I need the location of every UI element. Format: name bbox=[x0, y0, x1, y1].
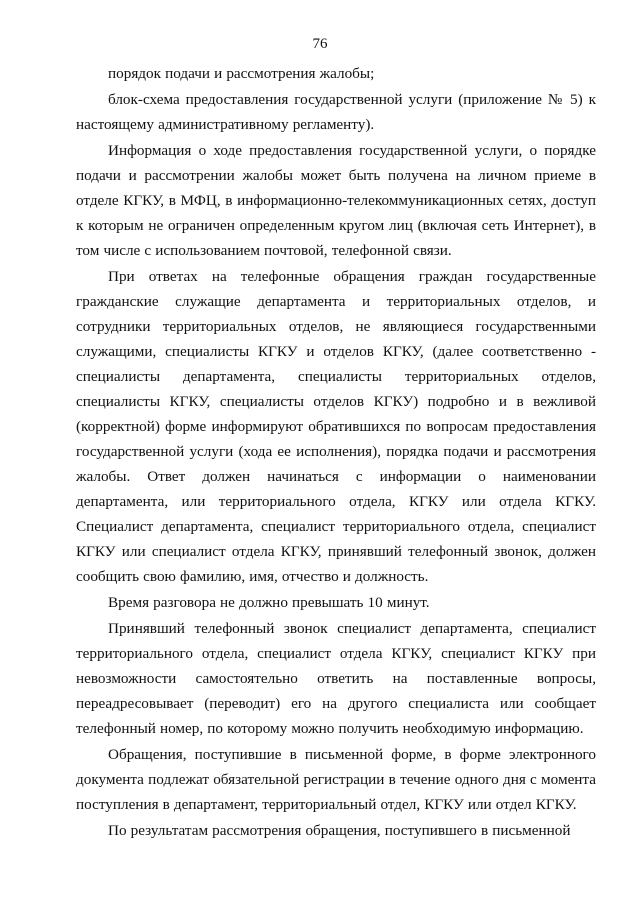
paragraph-call-duration: Время разговора не должно превышать 10 минут. bbox=[108, 594, 430, 611]
paragraph-review-results: По результатам рассмотрения обращения, поступившего в письменной bbox=[108, 822, 571, 839]
paragraph-written-requests: Обращения, поступившие в письменной форме, в форме электронного документа подлежат обязательной регистрации в течение одного дня с момента поступления в департамент, территориальный отдел, КГКУ или отдел КГКУ. bbox=[76, 746, 596, 813]
document-body bbox=[76, 61, 596, 844]
paragraph-complaint-procedure: порядок подачи и рассмотрения жалобы; bbox=[108, 65, 375, 82]
paragraph-phone-inquiries: При ответах на телефонные обращения граждан государственные гражданские служащие департамента и территориальных отделов, и сотрудники территориальных отделов, не являющиеся государственными служащими, специалисты КГКУ и отделов КГКУ, (далее соответственно - специалисты департамента, специалисты территориальных отделов, специалисты КГКУ, специалисты отделов КГКУ) подробно и в вежливой (корректной) форме информируют обратившихся по вопросам предоставления государственной услуги (хода ее исполнения), порядка подачи и рассмотрения жалобы. Ответ должен начинаться с информации о наименовании департамента, или территориального отдела, КГКУ или отдела КГКУ. Специалист департамента, специалист территориального отдела, специалист КГКУ или специалист отдела КГКУ, принявший телефонный звонок, должен сообщить свою фамилию, имя, отчество и должность. bbox=[76, 268, 596, 585]
page-number: 76 bbox=[312, 36, 328, 52]
paragraph-information-access: Информация о ходе предоставления государственной услуги, о порядке подачи и рассмотрении жалобы может быть получена на личном приеме в отделе КГКУ, в МФЦ, в информационно-телекоммуникационных сетях, доступ к которым не ограничен определенным кругом лиц (включая сеть Интернет), в том числе с использованием почтовой, телефонной связи. bbox=[76, 142, 596, 259]
paragraph-flowchart: блок-схема предоставления государственной услуги (приложение № 5) к настоящему административному регламенту). bbox=[76, 91, 596, 133]
paragraph-call-redirect: Принявший телефонный звонок специалист департамента, специалист территориального отдела, специалист отдела КГКУ, специалист КГКУ при невозможности самостоятельно ответить на поставленные вопросы, переадресовывает (переводит) его на другого специалиста или сообщает телефонный номер, по которому можно получить необходимую информацию. bbox=[76, 620, 596, 737]
